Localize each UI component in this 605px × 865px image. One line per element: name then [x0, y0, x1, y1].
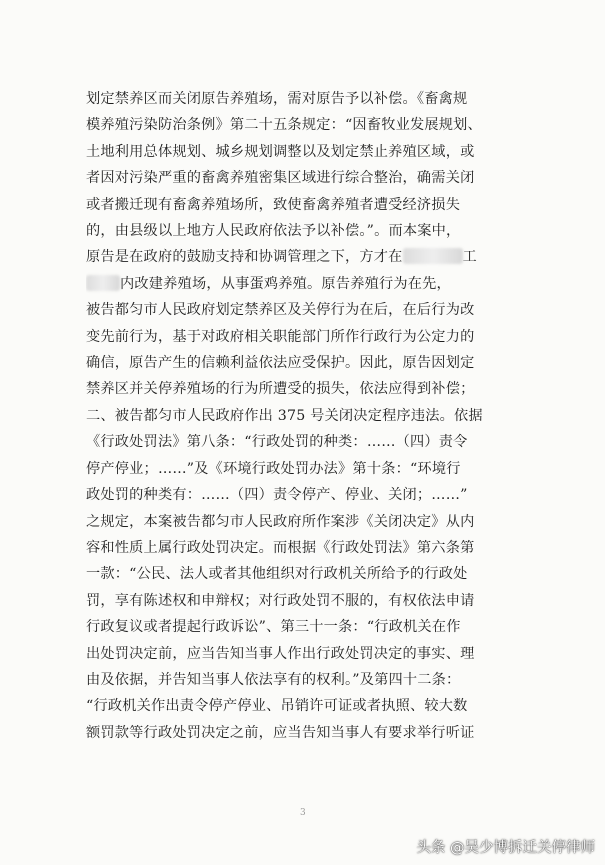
body-text	[86, 86, 526, 746]
text-segment: 原告是在政府的鼓励支持和协调管理之下，方才在	[86, 249, 403, 266]
text-line: 的，由县级以上地方人民政府依法予以补偿。”。而本案中，	[86, 223, 461, 240]
redaction-blur	[86, 275, 120, 291]
text-line: 二、被告都匀市人民政府作出 375 号关闭决定程序违法。依据	[86, 407, 483, 424]
text-line: 一款：“公民、法人或者其他组织对行政机关所给予的行政处	[86, 566, 468, 583]
text-line: 土地利用总体规划、城乡规划调整以及划定禁止养殖区域，或	[86, 143, 475, 160]
text-line: 变先前行为，基于对政府相关职能部门所作行政行为公定力的	[86, 328, 475, 345]
text-line: 停产停业；……”及《环境行政处罚办法》第十条：“环境行	[86, 460, 461, 477]
text-line-redacted	[86, 244, 526, 270]
text-line: 额罚款等行政处罚决定之前，应当告知当事人有要求举行听证	[86, 724, 475, 741]
text-line: 政处罚的种类有：……（四）责令停产、停业、关闭；……”	[86, 487, 468, 504]
text-line: 模养殖污染防治条例》第二十五条规定：“因畜牧业发展规划、	[86, 117, 482, 134]
watermark-text: 头条 @吴少博拆迁关停律师	[416, 840, 595, 856]
text-line: 出处罚决定前，应当告知当事人作出行政处罚决定的事实、理	[86, 645, 475, 662]
text-line: 行政复议或者提起行政诉讼”、第三十一条：“行政机关在作	[86, 619, 461, 636]
text-line: 或者搬迁现有畜禽养殖场所，致使畜禽养殖者遭受经济损失	[86, 196, 461, 213]
text-line: 《行政处罚法》第八条：“行政处罚的种类：……（四）责令	[86, 434, 468, 451]
redaction-blur	[403, 248, 463, 264]
text-line: 确信，原告产生的信赖利益依法应受保护。因此，原告因划定	[86, 355, 475, 372]
text-line: “行政机关作出责令停产停业、吊销许可证或者执照、较大数	[86, 698, 468, 715]
text-line: 容和性质上属行政处罚决定。而根据《行政处罚法》第六条第	[86, 539, 475, 556]
text-line: 者因对污染严重的畜禽养殖密集区域进行综合整治，确需关闭	[86, 170, 475, 187]
text-line: 由及依据，并告知当事人依法享有的权利。”及第四十二条：	[86, 671, 461, 688]
text-line: 之规定，本案被告都匀市人民政府所作案涉《关闭决定》从内	[86, 513, 475, 530]
text-line: 禁养区并关停养殖场的行为所遭受的损失，依法应得到补偿；	[86, 381, 475, 398]
text-segment: 内改建养殖场，从事蛋鸡养殖。原告养殖行为在先，	[120, 275, 451, 292]
text-line-redacted	[86, 271, 526, 297]
page-number: 3	[300, 808, 306, 818]
text-line: 划定禁养区而关闭原告养殖场，需对原告予以补偿。《畜禽规	[86, 91, 468, 107]
text-line: 被告都匀市人民政府划定禁养区及关停行为在后，在后行为改	[86, 302, 475, 319]
text-line: 罚，享有陈述权和申辩权；对行政处罚不服的，有权依法申请	[86, 592, 475, 609]
text-segment: 工	[462, 249, 477, 266]
